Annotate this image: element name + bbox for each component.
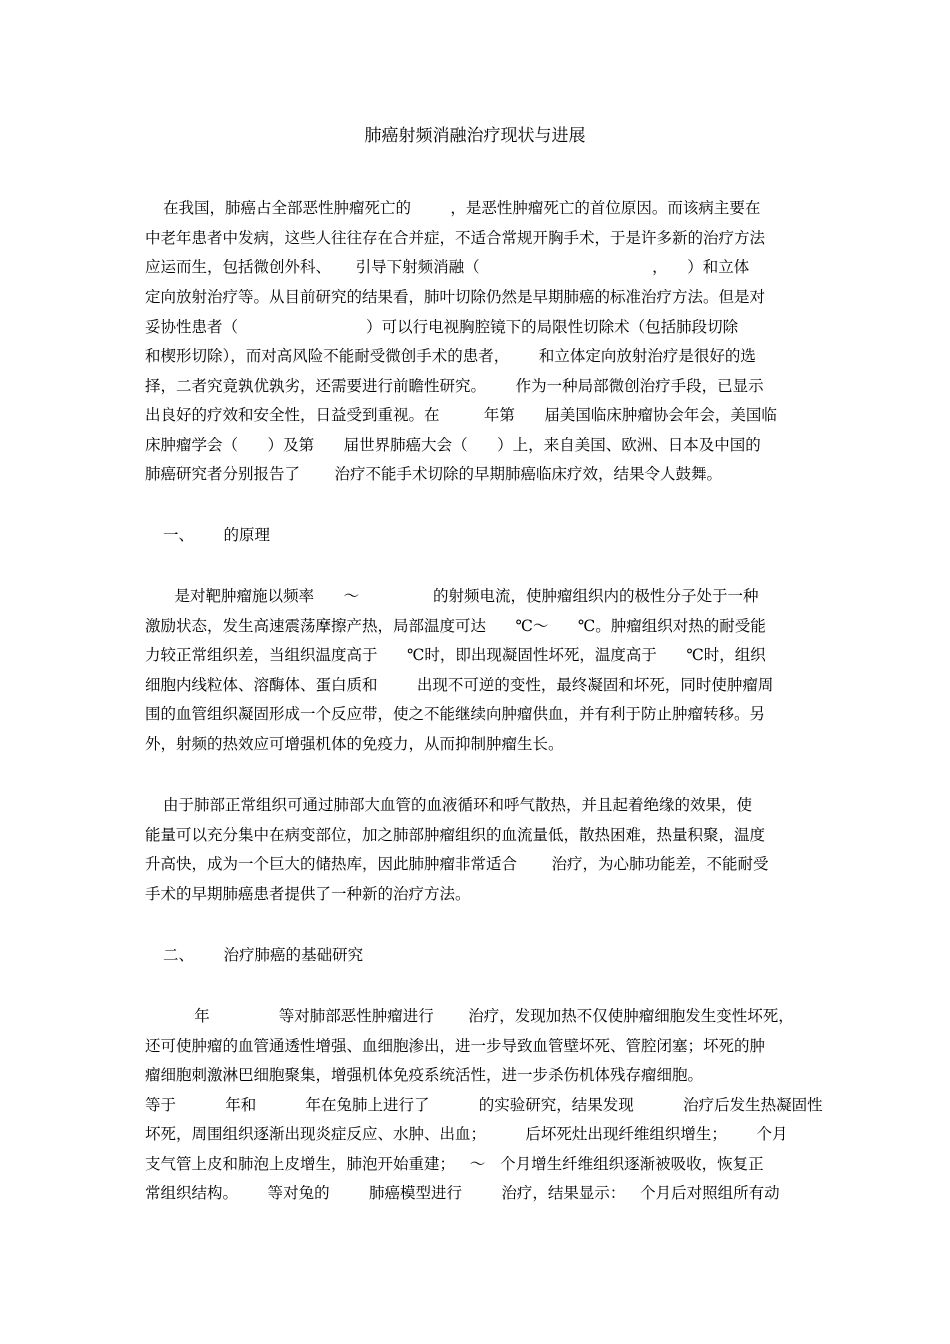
intro-line-2: 中老年患者中发病，这些人往往存在合并症，不适合常规开胸手术，于是许多新的治疗方法 [145,229,766,247]
section-2-p1-line-2: 还可使肿瘤的血管通透性增强、血细胞渗出，进一步导致血管壁坏死、管腔闭塞；坏死的肿 [145,1037,766,1055]
section-2-p1-line-4: 等于 年和 年在兔肺上进行了 的实验研究，结果发现 治疗后发生热凝固性 [145,1096,823,1114]
section-1-p1-line-2: 激励状态，发生高速震荡摩擦产热，局部温度可达 ℃～ ℃。肿瘤组织对热的耐受能 [145,617,766,635]
intro-line-5: 妥协性患者（ ）可以行电视胸腔镜下的局限性切除术（包括肺段切除 [145,318,739,336]
section-1-p2-line-2: 能量可以充分集中在病变部位，加之肺部肿瘤组织的血流量低，散热困难，热量积聚，温度 [145,826,766,844]
section-1-p1-line-1: 是对靶肿瘤施以频率 ～ 的射频电流，使肿瘤组织内的极性分子处于一种 [145,587,759,605]
intro-line-10: 肺癌研究者分别报告了 治疗不能手术切除的早期肺癌临床疗效，结果令人鼓舞。 [145,465,722,483]
section-1-p2-line-3: 升高快，成为一个巨大的储热库，因此肺肿瘤非常适合 治疗，为心肺功能差，不能耐受 [145,855,769,873]
section-1-p1-line-4: 细胞内线粒体、溶酶体、蛋白质和 出现不可逆的变性，最终凝固和坏死，同时使肿瘤周 [145,676,774,694]
intro-line-6: 和楔形切除），而对高风险不能耐受微创手术的患者， 和立体定向放射治疗是很好的选 [145,347,756,365]
intro-line-3: 应运而生，包括微创外科、 引导下射频消融（ ， ）和立体 [145,258,750,276]
intro-line-4: 定向放射治疗等。从目前研究的结果看，肺叶切除仍然是早期肺癌的标准治疗方法。但是对 [145,288,766,306]
section-2-p1-line-3: 瘤细胞刺激淋巴细胞聚集，增强机体免疫系统活性，进一步杀伤机体残存瘤细胞。 [145,1066,704,1084]
intro-line-9: 床肿瘤学会（ ）及第 届世界肺癌大会（ ）上，来自美国、欧洲、日本及中国的 [145,436,761,454]
document-title: 肺癌射频消融治疗现状与进展 [364,126,586,146]
section-1-p1-line-5: 围的血管组织凝固形成一个反应带，使之不能继续向肿瘤供血，并有利于防止肿瘤转移。另 [145,705,766,723]
section-2-p1-line-6: 支气管上皮和肺泡上皮增生，肺泡开始重建； ～ 个月增生纤维组织逐渐被吸收，恢复正 [145,1155,764,1173]
section-1-p2-line-4: 手术的早期肺癌患者提供了一种新的治疗方法。 [145,885,471,903]
section-1-heading: 一、 的原理 [163,526,271,544]
section-2-p1-line-5: 坏死，周围组织逐渐出现炎症反应、水肿、出血； 后坏死灶出现纤维组织增生； 个月 [145,1125,788,1143]
section-1-p1-line-6: 外，射频的热效应可增强机体的免疫力，从而抑制肿瘤生长。 [145,735,564,753]
intro-line-1: 在我国，肺癌占全部恶性肿瘤死亡的 ，是恶性肿瘤死亡的首位原因。而该病主要在 [163,199,761,217]
section-2-heading: 二、 治疗肺癌的基础研究 [163,946,364,964]
intro-line-8: 出良好的疗效和安全性，日益受到重视。在 年第 届美国临床肿瘤协会年会，美国临 [145,406,777,424]
section-2-p1-line-7: 常组织结构。 等对兔的 肺癌模型进行 治疗，结果显示： 个月后对照组所有动 [145,1184,780,1202]
section-1-p1-line-3: 力较正常组织差，当组织温度高于 ℃时，即出现凝固性坏死，温度高于 ℃时，组织 [145,646,766,664]
section-2-p1-line-1: 年 等对肺部恶性肿瘤进行 治疗，发现加热不仅使肿瘤细胞发生变性坏死， [145,1007,794,1025]
intro-line-7: 择，二者究竟孰优孰劣，还需要进行前瞻性研究。 作为一种局部微创治疗手段，已显示 [145,377,764,395]
section-1-p2-line-1: 由于肺部正常组织可通过肺部大血管的血液循环和呼气散热，并且起着绝缘的效果，使 [163,796,753,814]
